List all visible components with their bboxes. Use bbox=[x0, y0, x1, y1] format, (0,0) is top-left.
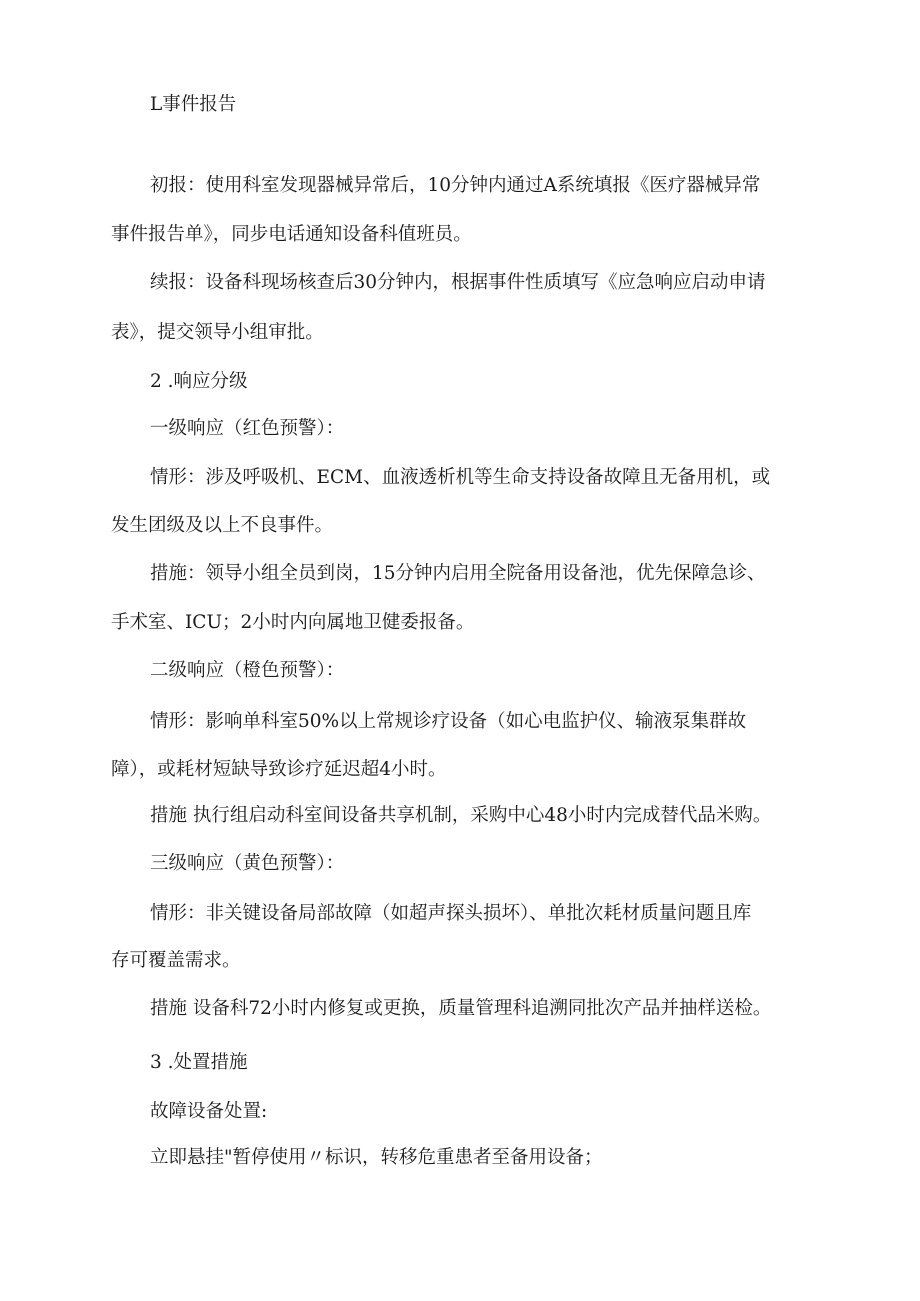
initial-report-line-1: 初报：使用科室发现器械异常后，10分钟内通过A系统填报《医疗器械异常 bbox=[150, 175, 761, 196]
fault-device-title: 故障设备处置: bbox=[150, 1101, 268, 1122]
level1-measures-line-2: 手术室、ICU；2小时内向属地卫健委报备。 bbox=[111, 612, 475, 633]
level1-measures-line-1: 措施：领导小组全员到岗，15分钟内启用全院备用设备池，优先保障急诊、 bbox=[150, 563, 766, 584]
fault-device-step: 立即悬挂"暂停使用〃标识，转移危重患者至备用设备； bbox=[150, 1147, 603, 1168]
level1-situation-line-1: 情形：涉及呼吸机、ECM、血液透析机等生命支持设备故障且无备用机，或 bbox=[150, 467, 771, 488]
level2-situation-line-1: 情形：影响单科室50%以上常规诊疗设备（如心电监护仪、输液泵集群故 bbox=[150, 711, 747, 732]
initial-report-line-2: 事件报告单》，同步电话通知设备科值班员。 bbox=[111, 224, 472, 245]
level2-measures: 措施 执行组启动科室间设备共享机制，采购中心48小时内完成替代品米购。 bbox=[150, 805, 772, 826]
follow-report-line-2: 表》，提交领导小组审批。 bbox=[111, 322, 324, 343]
level2-title: 二级响应（橙色预警）： bbox=[150, 660, 345, 681]
level3-measures: 措施 设备科72小时内修复或更换，质量管理科追溯同批次产品并抽样送检。 bbox=[150, 998, 772, 1019]
section2-title: 2 .响应分级 bbox=[150, 371, 248, 392]
follow-report-line-1: 续报：设备科现场核查后30分钟内，根据事件性质填写《应急响应启动申请 bbox=[150, 272, 766, 293]
section3-title: 3 .处置措施 bbox=[150, 1052, 248, 1073]
level1-situation-line-2: 发生团级及以上不良事件。 bbox=[111, 515, 334, 536]
section-heading: L事件报告 bbox=[150, 94, 237, 115]
level3-title: 三级响应（黄色预警）： bbox=[150, 853, 345, 874]
level3-situation-line-1: 情形：非关键设备局部故障（如超声探头损坏）、单批次耗材质量问题且库 bbox=[150, 903, 752, 924]
level2-situation-line-2: 障），或耗材短缺导致诊疗延迟超4小时。 bbox=[111, 759, 447, 780]
level1-title: 一级响应（红色预警）： bbox=[150, 418, 345, 439]
level3-situation-line-2: 存可覆盖需求。 bbox=[111, 950, 241, 971]
